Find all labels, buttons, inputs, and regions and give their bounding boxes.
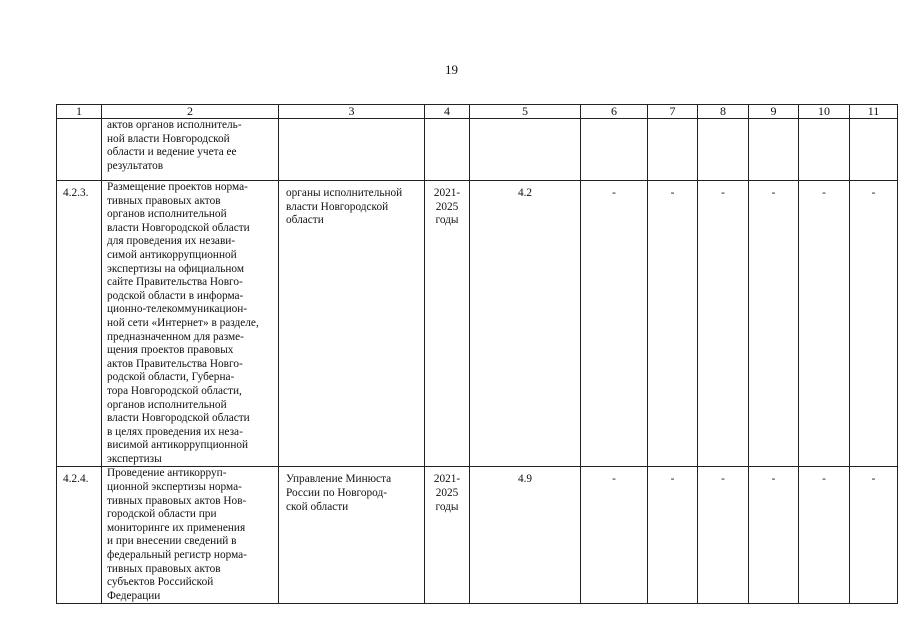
column-number-10: 10 <box>799 105 850 119</box>
task-description-cell-line: ной сети «Интернет» в разделе, <box>107 316 259 329</box>
task-description-cell <box>102 119 279 181</box>
column-number-2: 2 <box>102 105 279 119</box>
table-row <box>57 467 898 604</box>
value-cell-col-8: - <box>698 181 749 467</box>
column-number-6: 6 <box>581 105 648 119</box>
task-description-cell-line: тивных правовых актов <box>107 194 221 207</box>
task-description-cell-line: щения проектов правовых <box>107 344 234 357</box>
value-cell-col-8: - <box>698 467 749 604</box>
item-number-cell: 4.2.4. <box>57 467 102 604</box>
item-number-cell: 4.2.3. <box>57 181 102 467</box>
task-description-cell-line: субъектов Российской <box>107 576 214 589</box>
table-header-row <box>57 105 898 119</box>
target-index-cell: 4.9 <box>470 467 581 604</box>
executor-cell <box>279 467 425 604</box>
item-number-cell <box>57 119 102 181</box>
task-description-cell-line: мониторинге их применения <box>107 521 246 534</box>
executor-cell <box>279 181 425 467</box>
value-cell-col-9 <box>749 119 799 181</box>
task-description-cell <box>102 181 279 467</box>
task-description-cell-line: в целях проведения их неза- <box>107 425 243 438</box>
executor-cell <box>279 119 425 181</box>
value-cell-col-11 <box>850 119 898 181</box>
task-description-cell-line: предназначенном для разме- <box>107 330 244 343</box>
task-description-cell-line: тора Новгородской области, <box>107 384 242 397</box>
task-description-cell-line: Размещение проектов норма- <box>107 181 248 193</box>
value-cell-col-6 <box>581 119 648 181</box>
column-number-9: 9 <box>749 105 799 119</box>
task-description-cell-line: тивных правовых актов <box>107 562 221 575</box>
term-cell-line: 2021- <box>433 473 461 486</box>
task-description-cell-line: ционно-телекоммуникацион- <box>107 303 248 316</box>
task-description-cell <box>102 467 279 604</box>
term-cell-line: годы <box>435 214 459 227</box>
term-cell <box>425 467 470 604</box>
task-description-cell-line: ной власти Новгородской <box>107 132 230 145</box>
column-number-4: 4 <box>425 105 470 119</box>
task-description-cell-line: симой антикоррупционной <box>107 248 237 261</box>
term-cell-line: 2021- <box>433 187 461 199</box>
term-cell <box>425 119 470 181</box>
value-cell-col-11: - <box>850 467 898 604</box>
column-number-3: 3 <box>279 105 425 119</box>
task-description-cell-line: тивных правовых актов Нов- <box>107 494 247 507</box>
column-number-1: 1 <box>57 105 102 119</box>
value-cell-col-9: - <box>749 467 799 604</box>
table-row <box>57 181 898 467</box>
task-description-cell-line: власти Новгородской области <box>107 221 250 234</box>
value-cell-col-10 <box>799 119 850 181</box>
task-description-cell-line: и при внесении сведений в <box>107 535 237 548</box>
executor-cell-line: области <box>286 214 324 227</box>
executor-cell-line: власти Новгородской <box>286 200 389 213</box>
task-description-cell-line: экспертизы на официальном <box>107 262 245 275</box>
column-number-8: 8 <box>698 105 749 119</box>
value-cell-col-7: - <box>648 467 698 604</box>
page-number: 19 <box>445 62 458 77</box>
task-description-cell-line: городской области при <box>107 508 217 521</box>
executor-cell-line: России по Новгород- <box>286 487 388 500</box>
target-index-cell <box>470 119 581 181</box>
value-cell-col-8 <box>698 119 749 181</box>
plan-table <box>56 104 898 604</box>
task-description-cell-line: власти Новгородской области <box>107 412 250 425</box>
executor-cell-line: органы исполнительной <box>286 187 403 199</box>
value-cell-col-6: - <box>581 467 648 604</box>
table-row <box>57 119 898 181</box>
term-cell <box>425 181 470 467</box>
task-description-cell-line: родской области, Губерна- <box>107 371 235 384</box>
task-description-cell-line: ционной экспертизы норма- <box>107 481 242 494</box>
task-description-cell-line: органов исполнительной <box>107 208 227 221</box>
task-description-cell-line: органов исполнительной <box>107 398 227 411</box>
task-description-cell-line: родской области в информа- <box>107 289 244 302</box>
task-description-cell-line: для проведения их незави- <box>107 235 236 248</box>
task-description-cell-line: актов органов исполнитель- <box>107 119 242 131</box>
term-cell-line: годы <box>435 500 459 513</box>
task-description-cell-line: области и ведение учета ее <box>107 146 237 159</box>
column-number-11: 11 <box>850 105 898 119</box>
task-description-cell-line: Федерации <box>107 589 161 602</box>
task-description-cell-line: Проведение антикорруп- <box>107 467 227 480</box>
task-description-cell-line: результатов <box>107 159 164 172</box>
column-number-5: 5 <box>470 105 581 119</box>
value-cell-col-10: - <box>799 467 850 604</box>
value-cell-col-7: - <box>648 181 698 467</box>
executor-cell-line: Управление Минюста <box>286 473 392 486</box>
column-number-7: 7 <box>648 105 698 119</box>
value-cell-col-10: - <box>799 181 850 467</box>
term-cell-line: 2025 <box>435 487 459 500</box>
value-cell-col-9: - <box>749 181 799 467</box>
task-description-cell-line: висимой антикоррупционной <box>107 439 249 452</box>
executor-cell-line: ской области <box>286 500 349 513</box>
task-description-cell-line: федеральный регистр норма- <box>107 549 247 562</box>
value-cell-col-6: - <box>581 181 648 467</box>
term-cell-line: 2025 <box>435 200 459 213</box>
target-index-cell: 4.2 <box>470 181 581 467</box>
value-cell-col-11: - <box>850 181 898 467</box>
task-description-cell-line: сайте Правительства Новго- <box>107 276 243 289</box>
task-description-cell-line: актов Правительства Новго- <box>107 357 243 370</box>
task-description-cell-line: экспертизы <box>107 452 162 465</box>
value-cell-col-7 <box>648 119 698 181</box>
